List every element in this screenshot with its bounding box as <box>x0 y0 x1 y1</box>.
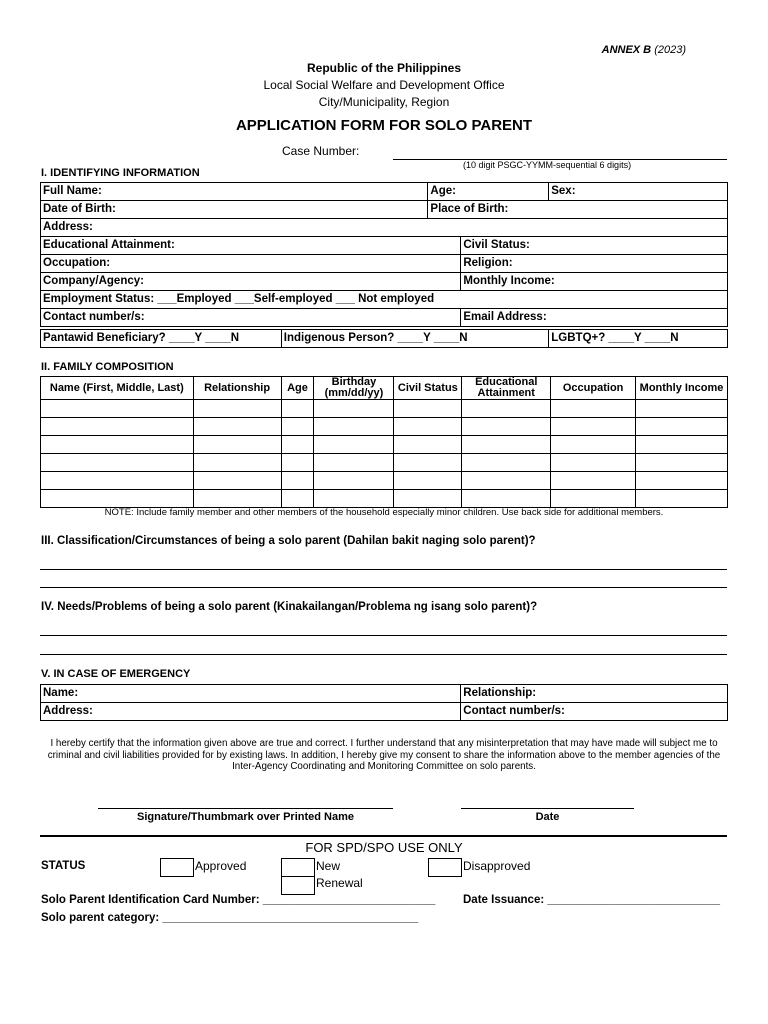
monthly-income-field[interactable]: Monthly Income: <box>461 273 728 291</box>
approved-label: Approved <box>195 859 247 873</box>
contact-number-field[interactable]: Contact number/s: <box>41 309 461 327</box>
religion-field[interactable]: Religion: <box>461 255 728 273</box>
office-use-title: FOR SPD/SPO USE ONLY <box>305 840 463 855</box>
id-card-number-field[interactable]: Solo Parent Identification Card Number: ___________________________ <box>41 894 436 906</box>
col-relationship: Relationship <box>193 377 281 400</box>
renewal-label: Renewal <box>316 876 363 890</box>
col-occupation: Occupation <box>551 377 636 400</box>
family-note: NOTE: Include family member and other members of the household especially minor children. Use back side for additional members. <box>104 507 664 518</box>
identifying-table <box>40 182 728 327</box>
occupation-field[interactable]: Occupation: <box>41 255 461 273</box>
pantawid-field[interactable]: Pantawid Beneficiary? ____Y ____N <box>41 330 282 348</box>
indigenous-field[interactable]: Indigenous Person? ____Y ____N <box>281 330 549 348</box>
republic-heading: Republic of the Philippines <box>306 61 461 75</box>
col-birthday: Birthday (mm/dd/yy) <box>314 377 394 400</box>
needs-answer-line[interactable] <box>40 654 727 655</box>
emergency-name-field[interactable]: Name: <box>41 685 461 703</box>
age-field[interactable]: Age: <box>428 183 549 201</box>
table-row[interactable] <box>41 490 728 508</box>
status-label: STATUS <box>41 860 86 872</box>
emergency-address-field[interactable]: Address: <box>41 703 461 721</box>
col-age: Age <box>281 377 314 400</box>
case-number-hint: (10 digit PSGC-YYMM-sequential 6 digits) <box>463 160 632 170</box>
employment-status-field[interactable]: Employment Status: ___Employed ___Self-employed ___ Not employed <box>41 291 728 309</box>
address-field[interactable]: Address: <box>41 219 728 237</box>
annex-year: (2023) <box>654 44 686 56</box>
lgbtq-field[interactable]: LGBTQ+? ____Y ____N <box>549 330 728 348</box>
education-field[interactable]: Educational Attainment: <box>41 237 461 255</box>
disapproved-checkbox[interactable] <box>428 858 462 877</box>
classification-answer-line[interactable] <box>40 569 727 570</box>
section-family-title: II. FAMILY COMPOSITION <box>41 361 174 373</box>
solo-parent-category-field[interactable]: Solo parent category: ________________________________________ <box>41 912 419 924</box>
new-label: New <box>316 859 341 873</box>
office-divider <box>40 835 727 837</box>
email-field[interactable]: Email Address: <box>461 309 728 327</box>
company-field[interactable]: Company/Agency: <box>41 273 461 291</box>
sex-field[interactable]: Sex: <box>549 183 728 201</box>
date-label: Date <box>535 811 560 823</box>
col-civil-status: Civil Status <box>394 377 462 400</box>
disapproved-label: Disapproved <box>463 859 531 873</box>
signature-label: Signature/Thumbmark over Printed Name <box>137 811 354 823</box>
table-row[interactable] <box>41 418 728 436</box>
date-issuance-field[interactable]: Date Issuance: ___________________________ <box>463 894 721 906</box>
table-row[interactable] <box>41 400 728 418</box>
section-identifying-title: I. IDENTIFYING INFORMATION <box>41 167 200 179</box>
col-education: Educational Attainment <box>462 377 551 400</box>
needs-answer-line[interactable] <box>40 635 727 636</box>
annex-label: ANNEX B (2023) <box>601 44 686 56</box>
col-name: Name (First, Middle, Last) <box>41 377 194 400</box>
certification-text: I hereby certify that the information given above are true and correct. I further understand that any misinterpretation that may have made will subject me to criminal and civil liabilities provided for by existing laws. In addition, I hereby give my consent to share the information above to the member agencies of the Inter-Agency Coordinating and Monitoring Committee on solo parents. <box>47 738 721 772</box>
approved-checkbox[interactable] <box>160 858 194 877</box>
section-classification-title: III. Classification/Circumstances of being a solo parent (Dahilan bakit naging solo parent)? <box>41 535 536 547</box>
full-name-field[interactable]: Full Name: <box>41 183 428 201</box>
beneficiary-table <box>40 329 728 348</box>
pob-field[interactable]: Place of Birth: <box>428 201 728 219</box>
col-income: Monthly Income <box>636 377 728 400</box>
emergency-relationship-field[interactable]: Relationship: <box>461 685 728 703</box>
signature-line[interactable] <box>98 808 393 809</box>
renewal-checkbox[interactable] <box>281 876 315 895</box>
new-checkbox[interactable] <box>281 858 315 877</box>
section-emergency-title: V. IN CASE OF EMERGENCY <box>41 668 191 680</box>
form-title: APPLICATION FORM FOR SOLO PARENT <box>235 117 533 134</box>
location-heading: City/Municipality, Region <box>318 95 450 109</box>
family-table <box>40 376 728 508</box>
date-line[interactable] <box>461 808 634 809</box>
table-row[interactable] <box>41 472 728 490</box>
emergency-table <box>40 684 728 721</box>
emergency-contact-field[interactable]: Contact number/s: <box>461 703 728 721</box>
section-needs-title: IV. Needs/Problems of being a solo parent (Kinakailangan/Problema ng isang solo parent)? <box>41 601 538 613</box>
table-row[interactable] <box>41 436 728 454</box>
table-row[interactable] <box>41 454 728 472</box>
office-heading: Local Social Welfare and Development Office <box>263 78 505 92</box>
classification-answer-line[interactable] <box>40 587 727 588</box>
dob-field[interactable]: Date of Birth: <box>41 201 428 219</box>
case-number-label: Case Number: <box>282 144 360 158</box>
civil-status-field[interactable]: Civil Status: <box>461 237 728 255</box>
